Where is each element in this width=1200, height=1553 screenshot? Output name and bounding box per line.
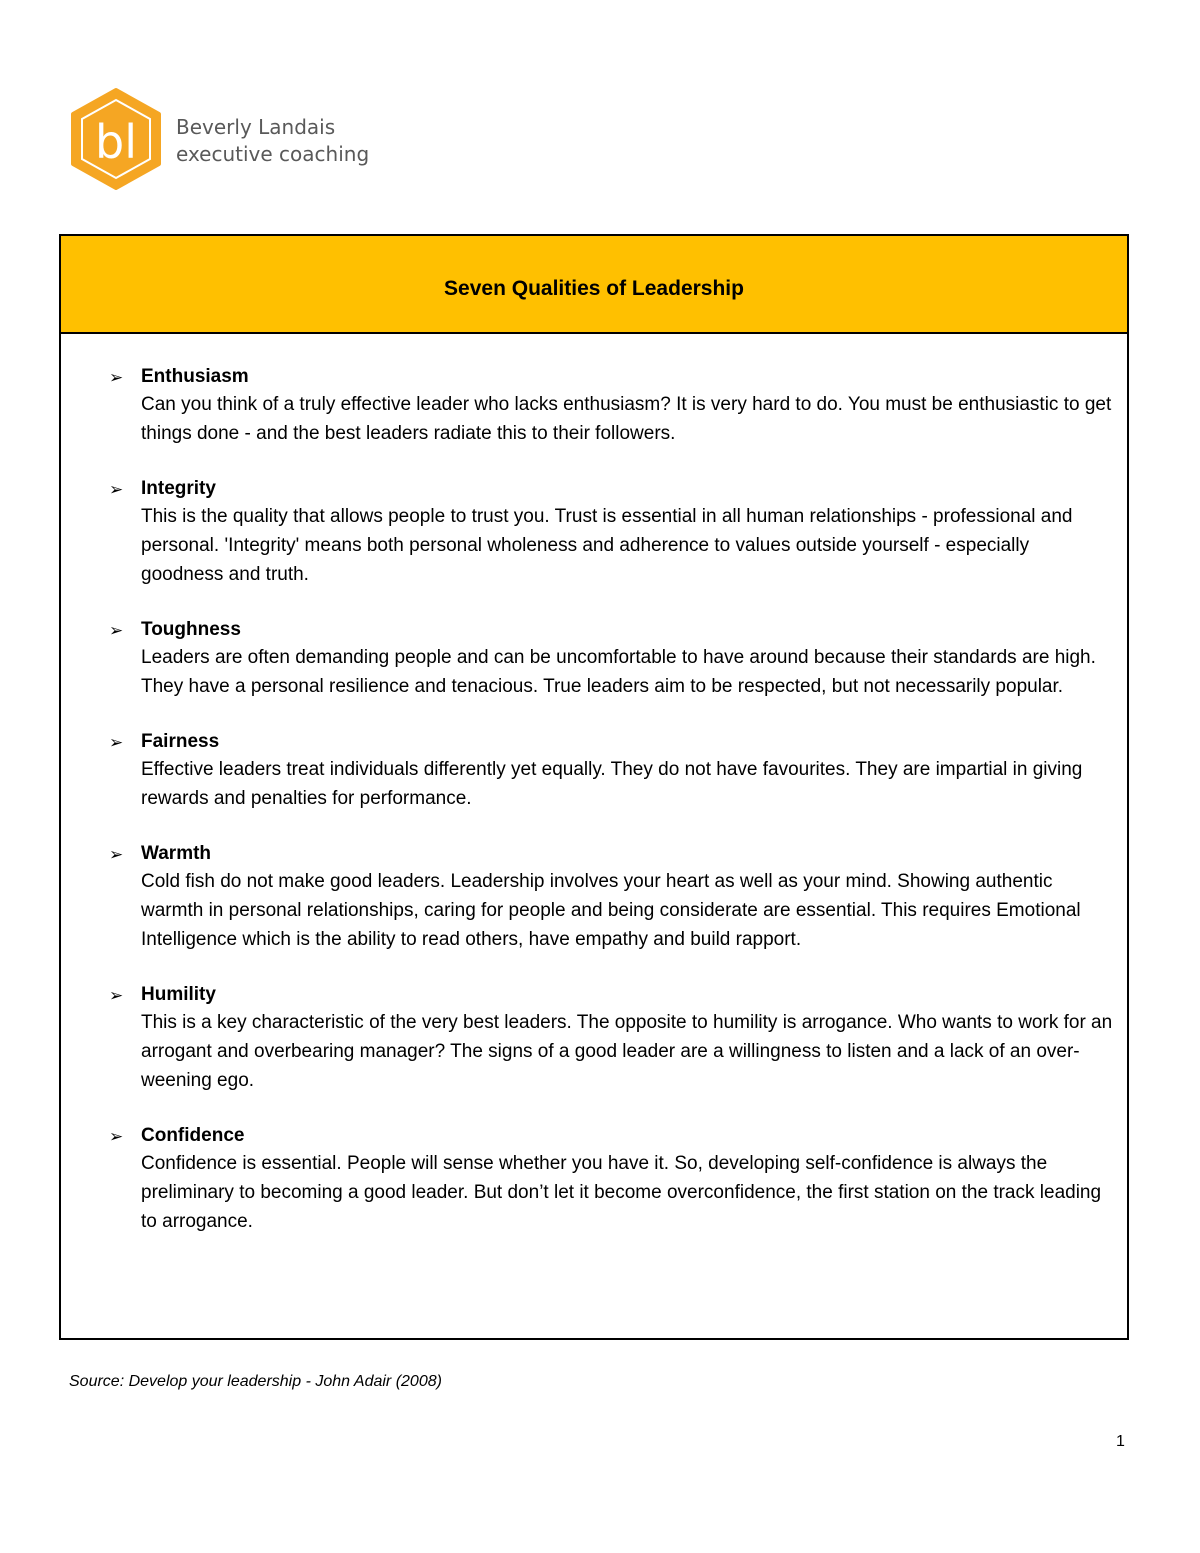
quality-title: Integrity (141, 478, 216, 499)
list-item (61, 841, 1113, 954)
quality-title: Fairness (141, 731, 220, 752)
list-item (61, 617, 1113, 701)
document-title: Seven Qualities of Leadership (444, 277, 744, 300)
list-item (61, 982, 1113, 1095)
list-item (61, 364, 1113, 448)
logo-wordmark (176, 114, 369, 168)
arrow-bullet-icon: ➢ (109, 845, 124, 864)
arrow-bullet-icon: ➢ (109, 733, 124, 752)
logo-monogram: bl (95, 115, 137, 169)
quality-description: This is the quality that allows people to trust you. Trust is essential in all human relationships - professional and personal. 'Integrity' means both personal wholeness and adherence to values outside yourself - especially goodness and truth. (141, 506, 1073, 585)
arrow-bullet-icon: ➢ (109, 1127, 124, 1146)
quality-title: Toughness (141, 619, 241, 640)
list-item (61, 476, 1113, 589)
company-logo (68, 86, 368, 196)
arrow-bullet-icon: ➢ (109, 480, 124, 499)
arrow-bullet-icon: ➢ (109, 986, 124, 1005)
quality-description: Confidence is essential. People will sense whether you have it. So, developing self-confidence is always the preliminary to becoming a good leader. But don’t let it become overconfidence, the first station on the track leading to arrogance. (141, 1153, 1102, 1232)
quality-description: Leaders are often demanding people and can be uncomfortable to have around because their standards are high. They have a personal resilience and tenacious. True leaders aim to be respected, but not necessarily popular. (141, 647, 1096, 697)
qualities-box (59, 234, 1129, 1340)
quality-title: Enthusiasm (141, 366, 249, 387)
quality-title: Confidence (141, 1125, 245, 1146)
arrow-bullet-icon: ➢ (109, 368, 124, 387)
hexagon-logo-icon (68, 86, 164, 192)
logo-name: Beverly Landais (176, 115, 336, 139)
list-item (61, 1123, 1113, 1236)
box-header (61, 236, 1127, 334)
logo-tagline: executive coaching (176, 142, 370, 166)
quality-title: Humility (141, 984, 216, 1005)
quality-description: Cold fish do not make good leaders. Leadership involves your heart as well as your mind. Showing authentic warmth in personal relationships, caring for people and being considerate are essential. This requires Emotional Intelligence which is the ability to read others, have empathy and build rapport. (141, 871, 1081, 950)
quality-description: Effective leaders treat individuals differently yet equally. They do not have favourites. They are impartial in giving rewards and penalties for performance. (141, 759, 1083, 809)
source-citation: Source: Develop your leadership - John Adair (2008) (69, 1373, 442, 1390)
quality-description: Can you think of a truly effective leader who lacks enthusiasm? It is very hard to do. You must be enthusiastic to get things done - and the best leaders radiate this to their followers. (141, 394, 1112, 444)
quality-description: This is a key characteristic of the very best leaders. The opposite to humility is arrogance. Who wants to work for an arrogant and overbearing manager? The signs of a good leader are a willingness to listen and a lack of an over-weening ego. (141, 1012, 1113, 1091)
qualities-list (61, 334, 1127, 1236)
page-number: 1 (1116, 1433, 1125, 1450)
list-item (61, 729, 1113, 813)
quality-title: Warmth (141, 843, 212, 864)
arrow-bullet-icon: ➢ (109, 621, 124, 640)
